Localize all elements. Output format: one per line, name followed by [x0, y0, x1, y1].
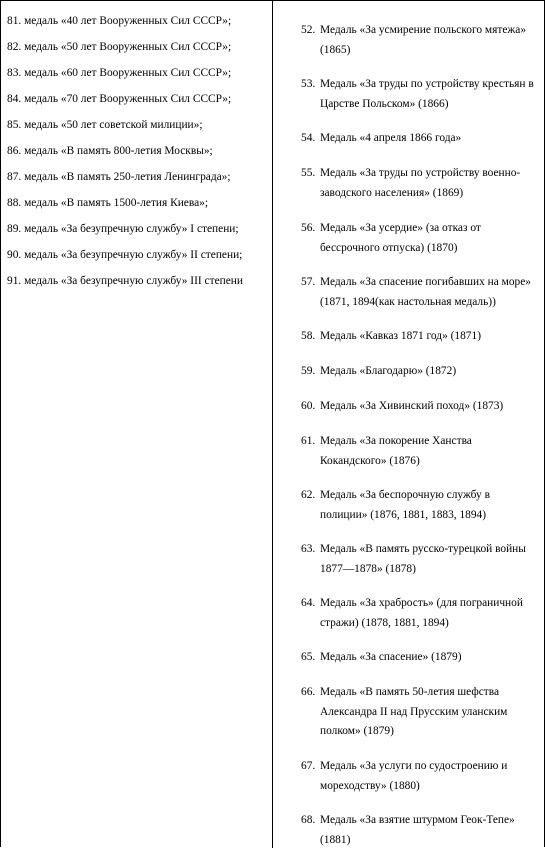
item-text: Медаль «За Хивинский поход» (1873): [320, 400, 504, 412]
list-item: 90. медаль «За безупречную службу» II степени;: [7, 249, 243, 261]
item-text: Медаль «За усмирение польского мятежа» (1865): [320, 24, 527, 56]
item-number: 65.: [301, 651, 316, 663]
list-item: 89. медаль «За безупречную службу» I степени;: [7, 223, 239, 235]
item-text: Медаль «В память 50-летия шефства Александра II над Прусским уланским полком» (1879): [320, 686, 508, 738]
item-number: 52.: [301, 24, 316, 36]
list-item: 88. медаль «В память 1500-летия Киева»;: [7, 197, 209, 209]
item-text: Медаль «За услуги по судостроению и мореходству» (1880): [320, 760, 508, 792]
item-number: 57.: [301, 276, 316, 288]
column-divider: [272, 1, 273, 848]
list-item: 82. медаль «50 лет Вооруженных Сил СССР»;: [7, 41, 232, 53]
item-number: 68.: [301, 814, 316, 826]
list-item: 87. медаль «В память 250-летия Ленинграда»;: [7, 171, 231, 183]
list-item: 86. медаль «В память 800-летия Москвы»;: [7, 145, 213, 157]
item-number: 59.: [301, 365, 316, 377]
item-text: Медаль «За беспорочную службу в полиции» (1876, 1881, 1883, 1894): [320, 489, 490, 521]
item-text: Медаль «За взятие штурмом Геок-Тепе» (1881): [320, 814, 515, 846]
item-number: 56.: [301, 222, 316, 234]
item-number: 55.: [301, 167, 316, 179]
list-item: 85. медаль «50 лет советской милиции»;: [7, 119, 203, 131]
item-text: Медаль «4 апреля 1866 года»: [320, 132, 462, 144]
item-number: 64.: [301, 597, 316, 609]
item-number: 53.: [301, 78, 316, 90]
item-number: 63.: [301, 543, 316, 555]
list-item: 91. медаль «За безупречную службу» III степени: [7, 275, 243, 287]
item-number: 67.: [301, 760, 316, 772]
item-text: Медаль «В память русско-турецкой войны 1877—1878» (1878): [320, 543, 526, 575]
item-text: Медаль «За спасение» (1879): [320, 651, 462, 663]
item-number: 54.: [301, 132, 316, 144]
item-text: Медаль «Благодарю» (1872): [320, 365, 457, 377]
item-text: Медаль «За труды по устройству крестьян в Царстве Польском» (1866): [320, 78, 534, 110]
item-number: 58.: [301, 330, 316, 342]
item-text: Медаль «За труды по устройству военно-заводского населения» (1869): [320, 167, 521, 199]
item-number: 62.: [301, 489, 316, 501]
list-item: 83. медаль «60 лет Вооруженных Сил СССР»;: [7, 67, 232, 79]
item-text: Медаль «За спасение погибавших на море» (1871, 1894(как настольная медаль)): [320, 276, 531, 308]
item-text: Медаль «Кавказ 1871 год» (1871): [320, 330, 481, 342]
item-number: 60.: [301, 400, 316, 412]
list-item: 84. медаль «70 лет Вооруженных Сил СССР»;: [7, 93, 232, 105]
item-text: Медаль «За покорение Ханства Кокандского» (1876): [320, 435, 472, 467]
item-number: 66.: [301, 686, 316, 698]
list-item: 81. медаль «40 лет Вооруженных Сил СССР»;: [7, 15, 232, 27]
item-text: Медаль «За усердие» (за отказ от бессрочного отпуска) (1870): [320, 222, 481, 254]
item-text: Медаль «За храбрость» (для пограничной стражи) (1878, 1881, 1894): [320, 597, 523, 629]
item-number: 61.: [301, 435, 316, 447]
